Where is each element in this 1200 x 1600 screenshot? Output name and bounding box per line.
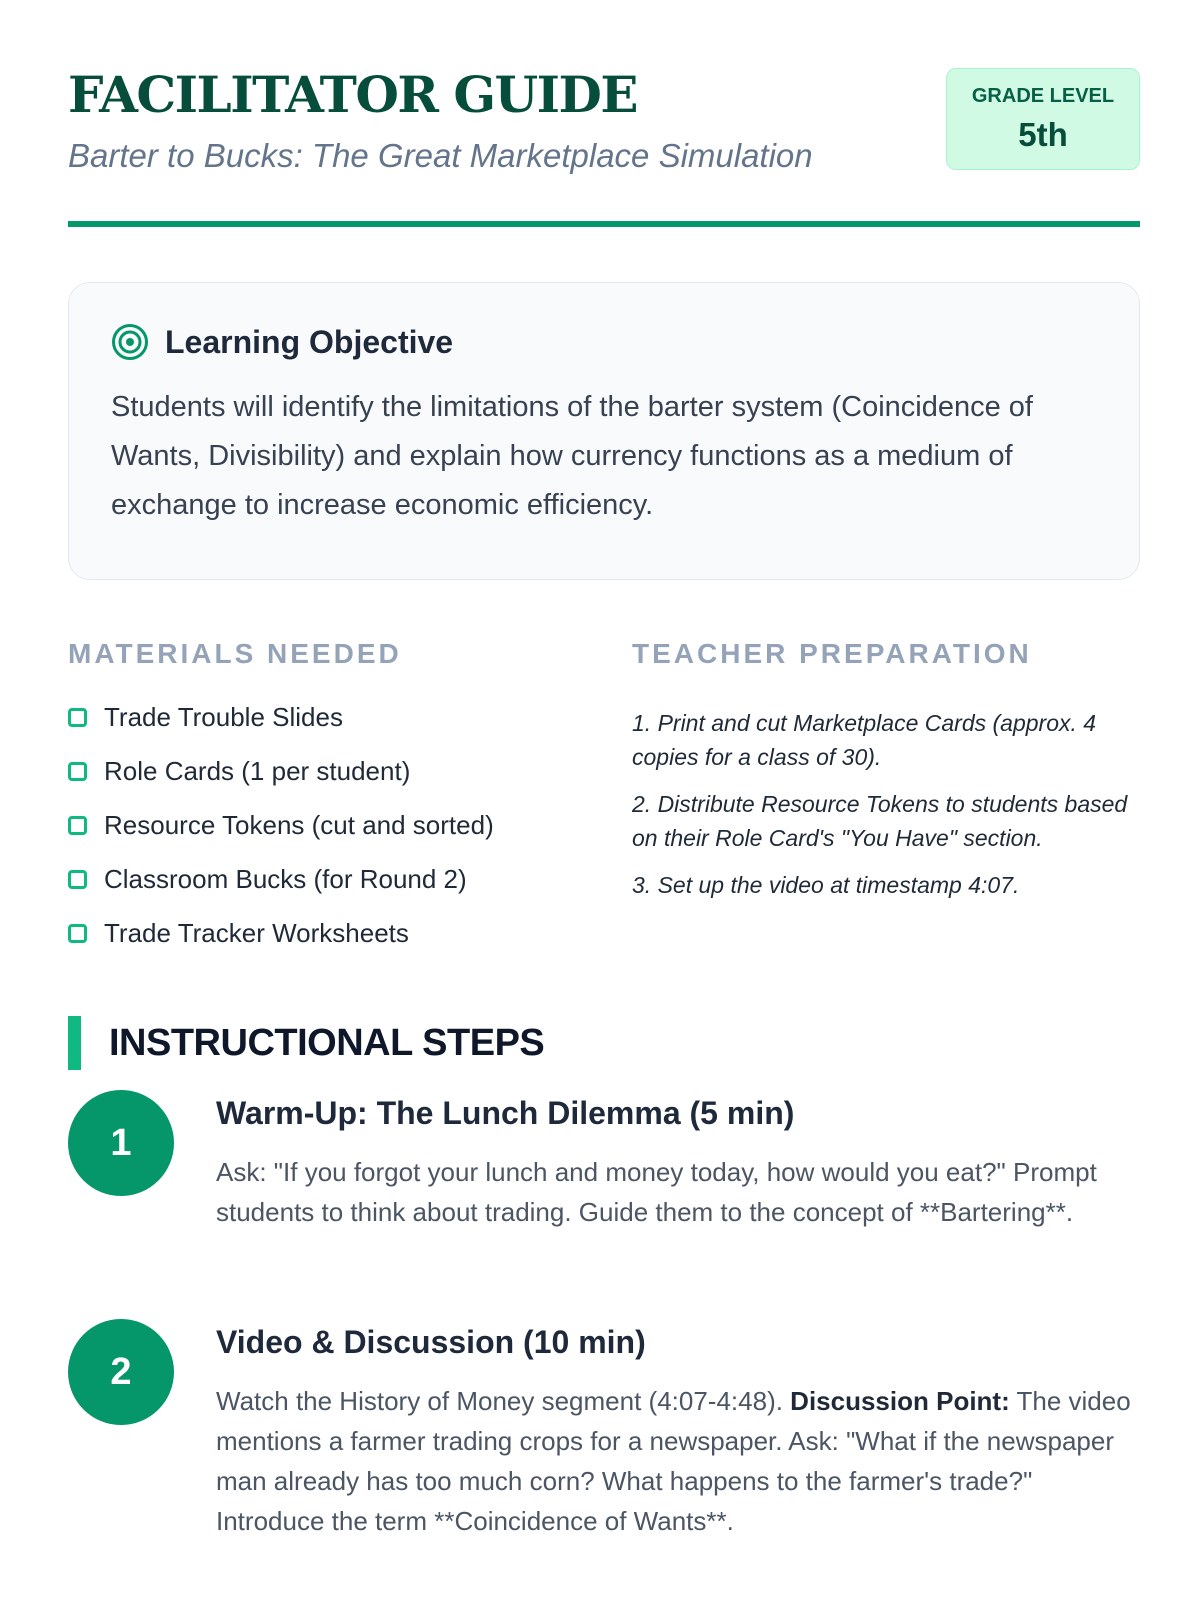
materials-item-label: Classroom Bucks (for Round 2) [104,863,467,894]
grade-level-badge [946,68,1140,170]
materials-item[interactable] [68,906,608,960]
step-number-badge: 2 [68,1319,174,1425]
teacher-preparation-heading: TEACHER PREPARATION [632,638,1032,669]
checkbox-icon[interactable] [68,870,87,889]
preparation-step: 3. Set up the video at timestamp 4:07. [632,872,1020,898]
materials-item[interactable] [68,798,608,852]
materials-list [68,690,608,960]
step-title: Warm-Up: The Lunch Dilemma (5 min) [216,1095,795,1131]
preparation-step: 2. Distribute Resource Tokens to students based on their Role Card's "You Have" section. [632,791,1128,851]
checkbox-icon[interactable] [68,924,87,943]
step-text-body: The video mentions a farmer trading crops for a newspaper. Ask: "What if the newspaper man already has too much corn? What happens to the farmer's trade?" Introduce the term **Coincidence of Wants**. [216,1386,1131,1536]
learning-objective-header [111,323,1097,361]
preparation-step: 1. Print and cut Marketplace Cards (approx. 4 copies for a class of 30). [632,710,1097,770]
learning-objective-card [68,282,1140,580]
grade-level-label: GRADE LEVEL [971,85,1115,107]
grade-level-value: 5th [1018,116,1068,153]
step-text-intro: Watch the History of Money segment (4:07-4:48). [216,1386,791,1416]
step-description: Ask: "If you forgot your lunch and money today, how would you eat?" Prompt students to think about trading. Guide them to the concept of **Bartering**. [216,1157,1097,1227]
section-accent-bar [68,1016,81,1070]
checkbox-icon[interactable] [68,816,87,835]
step-number-badge: 1 [68,1090,174,1196]
discussion-point-label: Discussion Point: [790,1386,1010,1416]
checkbox-icon[interactable] [68,708,87,727]
page-title: FACILITATOR GUIDE [68,65,638,124]
facilitator-guide-page [68,0,1140,1536]
learning-objective-title: Learning Objective [165,323,454,360]
materials-item[interactable] [68,690,608,744]
instructional-steps-heading: INSTRUCTIONAL STEPS [109,1021,545,1064]
materials-item[interactable] [68,852,608,906]
instructional-steps-header [68,1016,544,1070]
materials-item[interactable] [68,744,608,798]
page-subtitle: Barter to Bucks: The Great Marketplace Simulation [68,137,813,174]
step-description [216,1381,1140,1541]
learning-objective-text: Students will identify the limitations of the barter system (Coincidence of Wants, Divisibility) and explain how currency functions as a medium of exchange to increase economic efficiency. [111,391,1033,521]
materials-item-label: Trade Tracker Worksheets [104,917,409,948]
materials-item-label: Resource Tokens (cut and sorted) [104,809,494,840]
materials-item-label: Trade Trouble Slides [104,701,343,732]
materials-item-label: Role Cards (1 per student) [104,755,411,786]
checkbox-icon[interactable] [68,762,87,781]
target-icon [111,323,149,361]
step-title: Video & Discussion (10 min) [216,1324,646,1360]
teacher-preparation-list [632,706,1140,915]
materials-heading: MATERIALS NEEDED [68,638,402,669]
guide-header [68,0,1140,228]
header-divider [68,221,1140,227]
